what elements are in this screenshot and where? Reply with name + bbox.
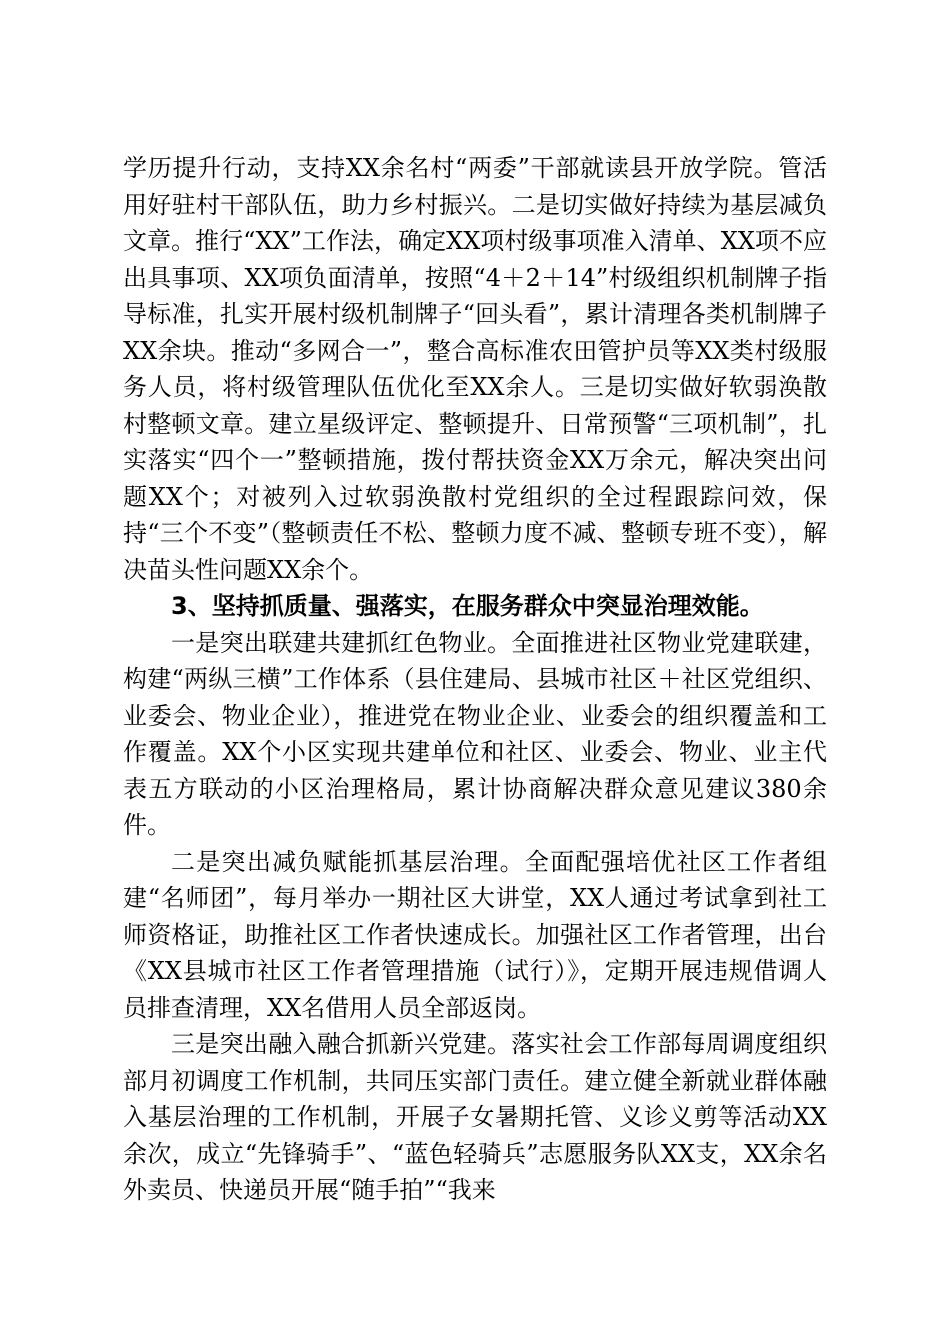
paragraph-grassroots-governance: 二是突出减负赋能抓基层治理。全面配强培优社区工作者组建“名师团”，每月举办一期社区大讲堂，XX人通过考试拿到社工师资格证，助推社区工作者快速成长。加强社区工作者管理，出台《XX县城市社区工作者管理措施（试行）》，定期开展违规借调人员排查清理，XX名借用人员全部返岗。 [123, 847, 827, 1022]
paragraph-red-property: 一是突出联建共建抓红色物业。全面推进社区物业党建联建，构建“两纵三横”工作体系（县住建局、县城市社区＋社区党组织、业委会、物业企业），推进党在物业企业、业委会的组织覆盖和工作覆盖。XX个小区实现共建单位和社区、业委会、物业、业主代表五方联动的小区治理格局，累计协商解决群众意见建议380余件。 [123, 628, 827, 839]
paragraph-continued: 学历提升行动，支持XX余名村“两委”干部就读县开放学院。管活用好驻村干部队伍，助力乡村振兴。二是切实做好持续为基层减负文章。推行“XX”工作法，确定XX项村级事项准入清单、XX项不应出具事项、XX项负面清单，按照“4＋2＋14”村级组织机制牌子指导标准，扎实开展村级机制牌子“回头看”，累计清理各类机制牌子XX余块。推动“多网合一”，整合高标准农田管护员等XX类村级服务人员，将村级管理队伍优化至XX余人。三是切实做好软弱涣散村整顿文章。建立星级评定、整顿提升、日常预警“三项机制”，扎实落实“四个一”整顿措施，拨付帮扶资金XX万余元，解决突出问题XX个；对被列入过软弱涣散村党组织的全过程跟踪问效，保持“三个不变”（整顿责任不松、整顿力度不减、整顿专班不变），解决苗头性问题XX余个。 [123, 154, 827, 584]
section-heading-3: 3、坚持抓质量、强落实，在服务群众中突显治理效能。 [171, 592, 764, 620]
document-body [123, 150, 827, 1209]
paragraph-emerging-party-building: 三是突出融入融合抓新兴党建。落实社会工作部每周调度组织部月初调度工作机制，共同压实部门责任。建立健全新就业群体融入基层治理的工作机制，开展子女暑期托管、义诊义剪等活动XX余次，成立“先锋骑手”、“蓝色轻骑兵”志愿服务队XX支，XX余名外卖员、快递员开展“随手拍”“我来 [123, 1030, 827, 1204]
